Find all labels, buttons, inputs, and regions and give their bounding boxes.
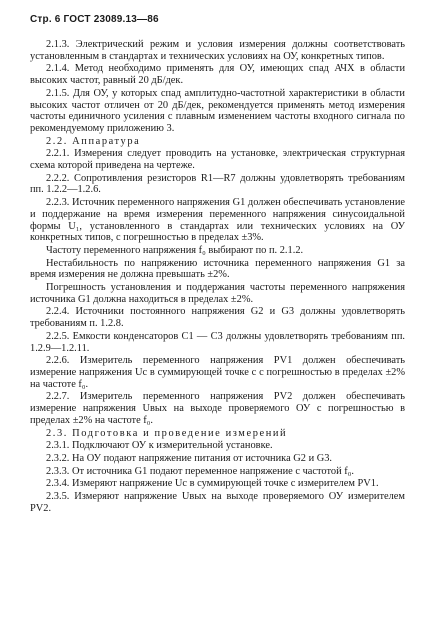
document-body xyxy=(30,39,405,514)
paragraph-2-2-6: 2.2.6. Измеритель переменного напряжения PV1 должен обеспечивать измерение напряжения Uс в суммирующей точке с с погрешностью в пределах ±2% на частоте f₀. xyxy=(30,355,405,390)
paragraph-2-1-5: 2.1.5. Для ОУ, у которых спад амплитудно-частотной характеристики в области высоких частот отличен от 20 дБ/дек, рекомендуется применять метод измерения частоты единичного усиления с плавным изменением частоты входного сигнала по рекомендуемому приложению 3. xyxy=(30,87,405,134)
page-header: Стр. 6 ГОСТ 23089.13—86 xyxy=(30,14,159,25)
paragraph-2-2-2: 2.2.2. Сопротивления резисторов R1—R7 должны удовлетворять требованиям пп. 1.2.2—1.2.6. xyxy=(30,172,405,196)
paragraph-2-1-3: 2.1.3. Электрический режим и условия измерения должны соответствовать установленным в стандартах и технических условиях на ОУ, конкретных типов. xyxy=(30,39,405,62)
section-heading-equipment: 2.2. Аппаратура xyxy=(46,135,141,147)
section-heading-measurements: 2.3. Подготовка и проведение измерений xyxy=(46,427,288,439)
paragraph-2-1-4: 2.1.4. Метод необходимо применять для ОУ, имеющих спад АЧХ в области высоких частот, равный 20 дБ/дек. xyxy=(30,63,405,87)
paragraph-2-3-3: 2.3.3. От источника G1 подают переменное напряжение с частотой f₀. xyxy=(46,465,354,477)
paragraph-2-2-7: 2.2.7. Измеритель переменного напряжения PV2 должен обеспечивать измерение напряжения Uвых на выходе проверяемого ОУ с погрешностью в пределах ±2% на частоте f₀. xyxy=(30,391,405,426)
paragraph-2-3-5: 2.3.5. Измеряют напряжение Uвых на выходе проверяемого ОУ измерителем PV2. xyxy=(30,491,405,514)
paragraph-frequency-selection: Частоту переменного напряжения f₀ выбирают по п. 2.1.2. xyxy=(46,244,304,256)
paragraph-2-3-2: 2.3.2. На ОУ подают напряжение питания от источника G2 и G3. xyxy=(46,452,333,464)
paragraph-2-3-1: 2.3.1. Подключают ОУ к измерительной установке. xyxy=(46,440,273,452)
paragraph-instability: Нестабильность по напряжению источника переменного напряжения G1 за время измерения не должна превышать ±2%. xyxy=(30,257,405,281)
paragraph-2-2-1: 2.2.1. Измерения следует проводить на установке, электрическая структурная схема которой приведена на чертеже. xyxy=(30,148,405,172)
paragraph-2-2-5: 2.2.5. Емкости конденсаторов C1 — C3 должны удовлетворять требованиям пп. 1.2.9—1.2.11. xyxy=(30,330,405,354)
document-page xyxy=(30,14,405,515)
paragraph-2-3-4: 2.3.4. Измеряют напряжение Uс в суммирующей точке с измерителем PV1. xyxy=(46,478,379,490)
paragraph-frequency-error: Погрешность установления и поддержания частоты переменного напряжения источника G1 должна находиться в пределах ±2%. xyxy=(30,282,405,305)
paragraph-2-2-3: 2.2.3. Источник переменного напряжения G1 должен обеспечивать установление и поддержание на время измерения переменного напряжения синусоидальной формы U₁, установленного в стандартах или технических условиях на ОУ конкретных типов, с погрешностью в пределах ±3%. xyxy=(30,197,405,244)
paragraph-2-2-4: 2.2.4. Источники постоянного напряжения G2 и G3 должны удовлетворять требованиям п. 1.2.8. xyxy=(30,306,405,330)
